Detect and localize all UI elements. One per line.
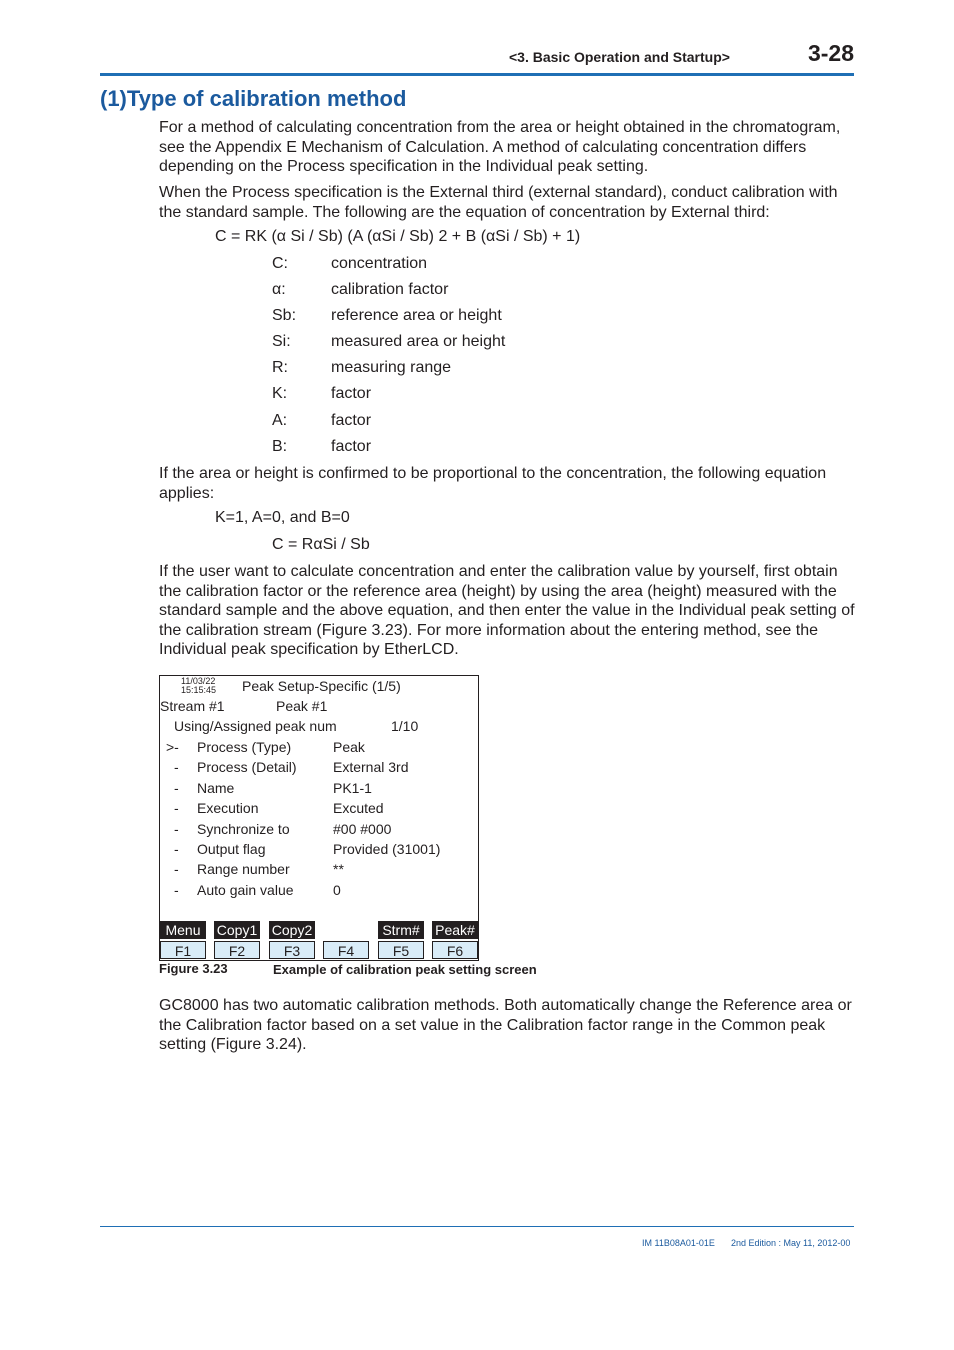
lcd-row-label[interactable]: Execution — [197, 800, 259, 816]
softkey-copy2[interactable]: Copy2 — [269, 921, 315, 939]
def-symbol: α: — [272, 281, 286, 298]
lcd-row-marker: - — [174, 821, 179, 837]
lcd-row-value: PK1-1 — [333, 780, 372, 796]
footer-divider — [100, 1226, 854, 1227]
softkey-copy1[interactable]: Copy1 — [214, 921, 260, 939]
lcd-using-value: 1/10 — [391, 718, 419, 734]
lcd-using-label: Using/Assigned peak num — [174, 718, 337, 734]
function-key-f1[interactable]: F1 — [160, 941, 206, 959]
lcd-title: Peak Setup-Specific (1/5) — [242, 678, 401, 694]
section-header: <3. Basic Operation and Startup> — [509, 49, 730, 65]
lcd-row-value: #00 #000 — [333, 821, 392, 837]
header-divider — [100, 73, 854, 76]
lcd-row-label[interactable]: Output flag — [197, 841, 266, 857]
lcd-row-marker: - — [174, 841, 179, 857]
lcd-screen — [159, 675, 479, 961]
lcd-row-label[interactable]: Range number — [197, 861, 290, 877]
lcd-row-value: Excuted — [333, 800, 384, 816]
lcd-stream: Stream #1 — [160, 698, 225, 714]
lcd-row-value: Provided (31001) — [333, 841, 441, 857]
lcd-row-marker: >- — [166, 739, 179, 755]
lcd-row-label[interactable]: Auto gain value — [197, 882, 294, 898]
figure-caption: Example of calibration peak setting screen — [273, 962, 537, 977]
def-meaning: factor — [331, 412, 372, 429]
equation-simple: C = RαSi / Sb — [272, 536, 370, 553]
function-key-f5[interactable]: F5 — [378, 941, 424, 959]
function-key-f3[interactable]: F3 — [269, 941, 315, 959]
def-symbol: C: — [272, 255, 288, 272]
softkey-menu[interactable]: Menu — [160, 921, 206, 939]
footer-edition: 2nd Edition : May 11, 2012-00 — [731, 1238, 851, 1248]
page-number: 3-28 — [807, 40, 854, 66]
softkey-peak[interactable]: Peak# — [432, 921, 478, 939]
lcd-row-marker: - — [174, 759, 179, 775]
function-key-f2[interactable]: F2 — [214, 941, 260, 959]
def-meaning: factor — [331, 438, 372, 455]
def-meaning: concentration — [331, 255, 428, 272]
lcd-date: 11/03/22 — [181, 676, 216, 686]
lcd-row-value: Peak — [333, 739, 365, 755]
lcd-row-label[interactable]: Process (Type) — [197, 739, 292, 755]
lcd-row-marker: - — [174, 882, 179, 898]
equation-conditions: K=1, A=0, and B=0 — [215, 509, 350, 526]
def-symbol: B: — [272, 438, 288, 455]
footer-document-id: IM 11B08A01-01E — [642, 1238, 715, 1248]
paragraph-manual-calibration: If the user want to calculate concentration and enter the calibration value by yourself, first obtain the calibration factor or the reference area (height) by using the area (height) measured with the standard sample and the above equation, and then enter the value in the Individual peak setting of the calibration stream (Figure 3.23). For more information about the entering method, see the Individual peak specification by EtherLCD. — [159, 563, 855, 658]
lcd-row-label[interactable]: Synchronize to — [197, 821, 290, 837]
function-key-f6[interactable]: F6 — [432, 941, 478, 959]
lcd-row-marker: - — [174, 861, 179, 877]
paragraph-external-third: When the Process specification is the External third (external standard), conduct calibration with the standard sample. The following are the equation of concentration by External third: — [159, 184, 838, 221]
lcd-time: 15:15:45 — [181, 685, 217, 695]
def-meaning: measured area or height — [331, 333, 506, 350]
function-key-f4[interactable]: F4 — [323, 941, 369, 959]
lcd-row-label[interactable]: Process (Detail) — [197, 759, 297, 775]
equation-main: C = RK (α Si / Sb) (A (αSi / Sb) 2 + B (αSi / Sb) + 1) — [215, 228, 581, 245]
softkey-stream[interactable]: Strm# — [378, 921, 424, 939]
lcd-row-marker: - — [174, 780, 179, 796]
paragraph-intro: For a method of calculating concentration from the area or height obtained in the chromatogram, see the Appendix E Mechanism of Calculation. A method of calculating concentration differs depending on the Process specification in the Individual peak setting. — [159, 119, 841, 175]
paragraph-auto-calibration: GC8000 has two automatic calibration methods. Both automatically change the Reference area or the Calibration factor based on a set value in the Calibration factor range in the Common peak setting (Figure 3.24). — [159, 997, 852, 1053]
def-meaning: reference area or height — [331, 307, 502, 324]
lcd-row-marker: - — [174, 800, 179, 816]
lcd-row-value: External 3rd — [333, 759, 409, 775]
lcd-row-value: 0 — [333, 882, 341, 898]
lcd-peak: Peak #1 — [276, 698, 328, 714]
def-symbol: K: — [272, 385, 288, 402]
figure-label: Figure 3.23 — [159, 961, 228, 976]
lcd-row-value: ** — [333, 861, 344, 877]
def-symbol: Sb: — [272, 307, 297, 324]
def-symbol: A: — [272, 412, 288, 429]
def-meaning: measuring range — [331, 359, 452, 376]
def-meaning: factor — [331, 385, 372, 402]
lcd-row-label[interactable]: Name — [197, 780, 235, 796]
paragraph-proportional: If the area or height is confirmed to be proportional to the concentration, the following equation applies: — [159, 465, 827, 502]
def-meaning: calibration factor — [331, 281, 449, 298]
def-symbol: R: — [272, 359, 288, 376]
section-heading: (1)Type of calibration method — [100, 86, 407, 111]
def-symbol: Si: — [272, 333, 291, 350]
